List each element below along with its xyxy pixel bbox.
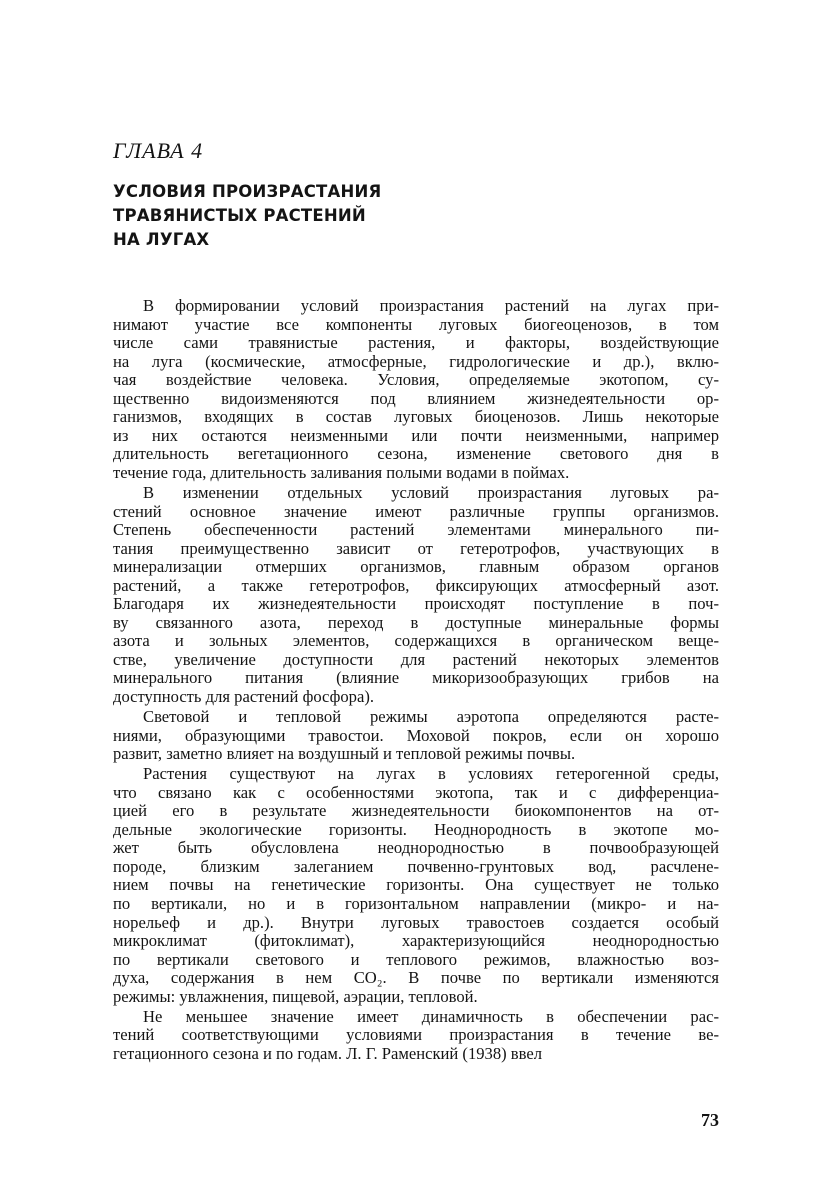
chapter-title-line: ТРАВЯНИСТЫХ РАСТЕНИЙ bbox=[113, 206, 366, 225]
text-line: тания преимущественно зависит от гетеротрофов, участвующих в bbox=[113, 538, 719, 558]
text-line: ву связанного азота, переход в доступные минеральные формы bbox=[113, 612, 719, 632]
chapter-title-line: НА ЛУГАХ bbox=[113, 230, 210, 249]
text-line: цией его в результате жизнедеятельности биокомпонентов на от- bbox=[113, 801, 719, 821]
text-line: доступность для растений фосфора). bbox=[113, 686, 375, 706]
text-line: растений, а также гетеротрофов, фиксирующих атмосферный азот. bbox=[113, 575, 719, 595]
text-line: нимают участие все компоненты луговых биогеоценозов, в том bbox=[113, 314, 719, 334]
body-text bbox=[113, 297, 719, 1065]
text-line: азота и зольных элементов, содержащихся в органическом веще- bbox=[113, 631, 719, 651]
text-line: жет быть обусловлена неоднородностью в почвообразующей bbox=[113, 838, 719, 858]
text-line: длительность вегетационного сезона, изменение светового дня в bbox=[113, 444, 719, 464]
paragraph bbox=[113, 765, 719, 1006]
text-line: Благодаря их жизнедеятельности происходят поступление в поч- bbox=[113, 594, 719, 614]
text-line: Не меньшее значение имеет динамичность в обеспечении рас- bbox=[143, 1006, 719, 1026]
text-line: В изменении отдельных условий произрастания луговых ра- bbox=[143, 482, 719, 502]
text-line: дельные экологические горизонты. Неоднородность в экотопе мо- bbox=[113, 819, 719, 839]
text-line: из них остаются неизменными или почти неизменными, например bbox=[113, 425, 719, 445]
text-line: ганизмов, входящих в состав луговых биоценозов. Лишь некоторые bbox=[113, 407, 719, 427]
text-line: тений соответствующими условиями произрастания в течение ве- bbox=[113, 1025, 719, 1045]
text-line: ниями, образующими травостои. Моховой покров, если он хорошо bbox=[113, 725, 719, 745]
text-line: норельеф и др.). Внутри луговых травостоев создается особый bbox=[113, 912, 719, 932]
paragraph bbox=[113, 484, 719, 707]
text-line: на луга (космические, атмосферные, гидрологические и др.), вклю- bbox=[113, 351, 719, 371]
text-line: гетационного сезона и по годам. Л. Г. Раменский (1938) ввел bbox=[113, 1043, 543, 1063]
paragraph bbox=[113, 708, 719, 764]
text-line: духа, содержания в нем СО₂. В почве по вертикали изменяются bbox=[113, 968, 719, 988]
text-line: микроклимат (фитоклимат), характеризующийся неоднородностью bbox=[113, 931, 719, 951]
text-line: что связано как с особенностями экотопа, так и с дифференциа- bbox=[113, 782, 719, 802]
text-line: развит, заметно влияет на воздушный и тепловой режимы почвы. bbox=[113, 744, 576, 764]
chapter-label: ГЛАВА 4 bbox=[113, 138, 204, 163]
text-line: щественно видоизменяются под влиянием жизнедеятельности ор- bbox=[113, 388, 719, 408]
page-number: 73 bbox=[701, 1110, 719, 1130]
text-line: породе, близким залеганием почвенно-грунтовых вод, расчлене- bbox=[113, 856, 719, 876]
paragraph bbox=[113, 297, 719, 482]
text-line: режимы: увлажнения, пищевой, аэрации, тепловой. bbox=[113, 986, 478, 1006]
text-line: Растения существуют на лугах в условиях гетерогенной среды, bbox=[143, 764, 719, 784]
text-line: стений основное значение имеют различные группы организмов. bbox=[113, 501, 719, 521]
text-line: нием почвы на генетические горизонты. Она существует не только bbox=[113, 875, 719, 895]
text-line: по вертикали светового и теплового режимов, влажностью воз- bbox=[113, 949, 719, 969]
text-line: Световой и тепловой режимы аэротопа определяются расте- bbox=[143, 707, 719, 727]
text-line: числе сами травянистые растения, и факторы, воздействующие bbox=[113, 333, 719, 353]
text-line: чая воздействие человека. Условия, определяемые экотопом, су- bbox=[113, 370, 719, 390]
text-line: В формировании условий произрастания растений на лугах при- bbox=[143, 296, 719, 315]
text-line: по вертикали, но и в горизонтальном направлении (микро- и на- bbox=[113, 894, 719, 913]
chapter-title bbox=[113, 180, 381, 252]
text-line: стве, увеличение доступности для растений некоторых элементов bbox=[113, 649, 719, 669]
paragraph bbox=[113, 1008, 719, 1064]
text-line: минерального питания (влияние микоризообразующих грибов на bbox=[113, 668, 719, 688]
text-line: течение года, длительность заливания полыми водами в поймах. bbox=[113, 462, 570, 482]
chapter-title-line: УСЛОВИЯ ПРОИЗРАСТАНИЯ bbox=[113, 182, 382, 201]
text-line: минерализации отмерших организмов, главным образом органов bbox=[113, 557, 719, 577]
text-line: Степень обеспеченности растений элементами минерального пи- bbox=[113, 520, 719, 540]
